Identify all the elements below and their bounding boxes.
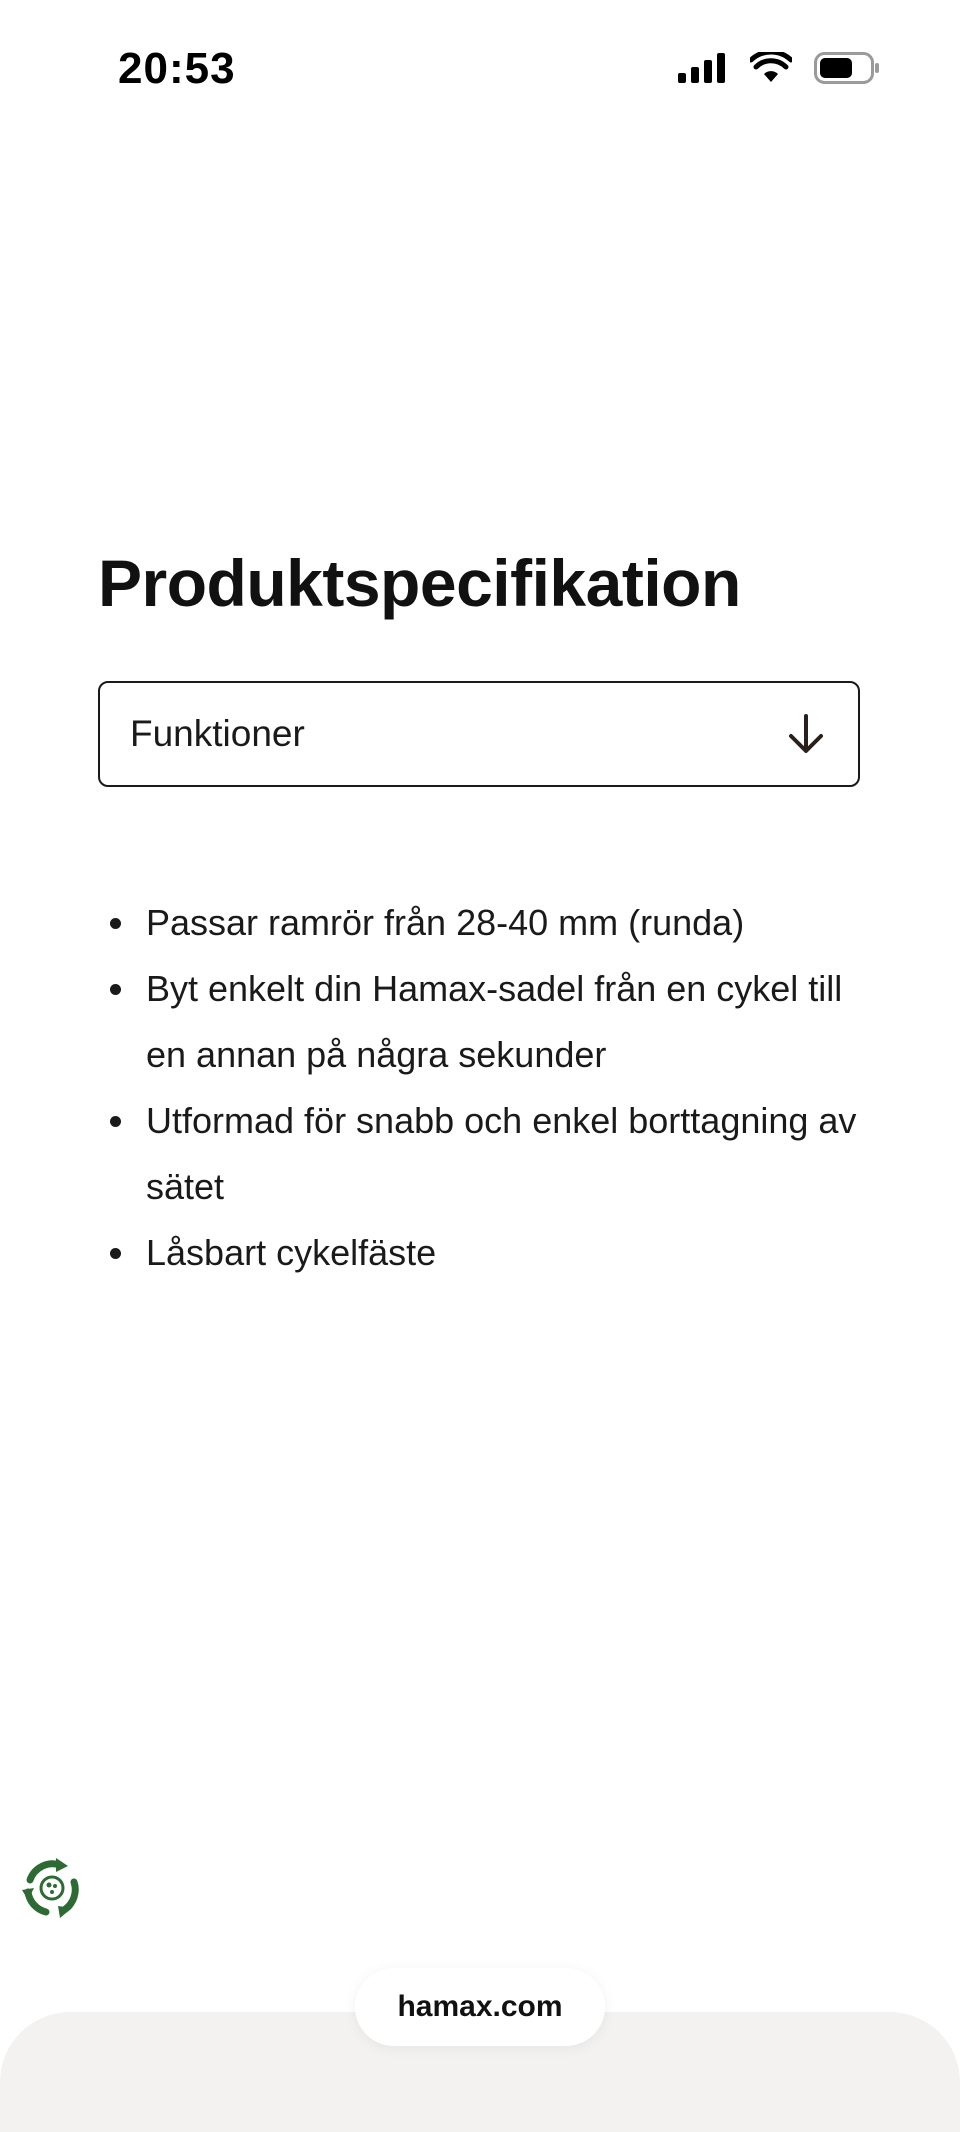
eco-cycle-button[interactable] [16,1852,88,1924]
list-item: Utformad för snabb och enkel borttagning av sätet [146,1088,868,1220]
list-item: Låsbart cykelfäste [146,1220,868,1286]
feature-list [98,890,868,1286]
status-bar [0,0,960,130]
page-title: Produktspecifikation [98,546,741,620]
spec-category-dropdown[interactable] [98,681,860,787]
signal-icon [678,53,728,83]
address-bar[interactable]: hamax.com [355,1968,605,2046]
eco-cycle-icon [16,1852,88,1924]
list-item: Byt enkelt din Hamax-sadel från en cykel till en annan på några sekunder [146,956,868,1088]
dropdown-selected-label: Funktioner [130,713,305,754]
wifi-icon [750,52,792,84]
list-item: Passar ramrör från 28-40 mm (runda) [146,890,868,956]
battery-icon [814,52,880,84]
arrow-down-icon [782,710,830,758]
status-icons [678,52,880,84]
status-time: 20:53 [118,44,236,93]
